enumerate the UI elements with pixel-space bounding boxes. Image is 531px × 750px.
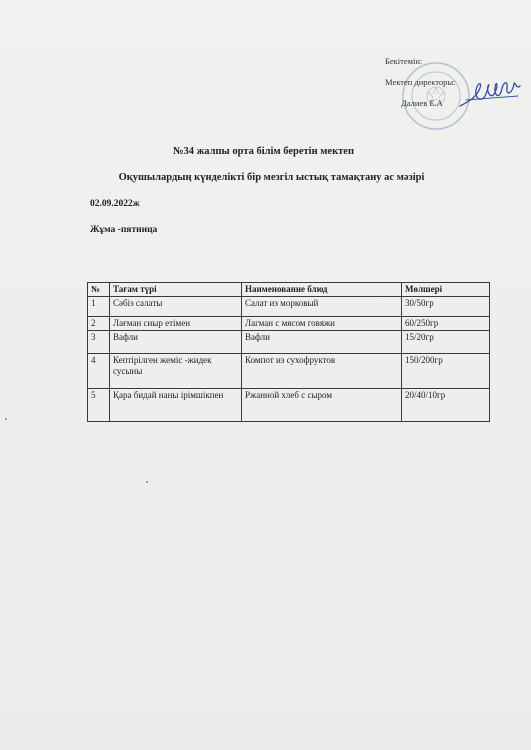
handwritten-signature (458, 76, 524, 112)
menu-title-heading: Оқушылардың күнделікті бір мезгіл ыстық тамақтану ас мәзірі (118, 172, 425, 183)
column-header-dish-kazakh: Тағам түрі (110, 283, 242, 297)
meal-menu-table (87, 282, 490, 422)
table-row (88, 297, 490, 317)
director-name: Далиев Е.А (401, 98, 443, 108)
row-number: 4 (88, 354, 110, 389)
row-number: 2 (88, 317, 110, 331)
approval-label: Бекітемін: (385, 56, 423, 66)
column-header-number: № (88, 283, 110, 297)
portion-size: 20/40/10гр (402, 389, 490, 422)
column-header-portion: Мөлшері (402, 283, 490, 297)
table-row (88, 331, 490, 354)
row-number: 1 (88, 297, 110, 317)
table-row (88, 354, 490, 389)
dish-name-russian: Ржанной хлеб с сыром (242, 389, 402, 422)
director-label: Мектеп директоры: (385, 77, 456, 87)
menu-date: 02.09.2022ж (90, 199, 140, 209)
column-header-dish-russian: Наименование блюд (242, 283, 402, 297)
table-row (88, 389, 490, 422)
row-number: 5 (88, 389, 110, 422)
table-row (88, 317, 490, 331)
dish-name-kazakh: Сәбіз салаты (110, 297, 242, 317)
scan-speck (146, 481, 148, 483)
dish-name-kazakh: Қара бидай наны ірімшікпен (110, 389, 242, 422)
row-number: 3 (88, 331, 110, 354)
portion-size: 15/20гр (402, 331, 490, 354)
portion-size: 150/200гр (402, 354, 490, 389)
dish-name-kazakh: Кептірілген жеміс -жидек сусыны (110, 354, 242, 389)
menu-weekday: Жұма -пятница (90, 225, 158, 235)
scan-speck (5, 418, 7, 420)
portion-size: 30/50гр (402, 297, 490, 317)
dish-name-russian: Салат из морковый (242, 297, 402, 317)
dish-name-russian: Вафли (242, 331, 402, 354)
school-name-heading: №34 жалпы орта білім беретін мектеп (172, 146, 354, 157)
dish-name-russian: Лагман с мясом говяжи (242, 317, 402, 331)
portion-size: 60/250гр (402, 317, 490, 331)
dish-name-russian: Компот из сухофруктов (242, 354, 402, 389)
table-header-row (88, 283, 490, 297)
dish-name-kazakh: Лағман сиыр етімен (110, 317, 242, 331)
dish-name-kazakh: Вафли (110, 331, 242, 354)
